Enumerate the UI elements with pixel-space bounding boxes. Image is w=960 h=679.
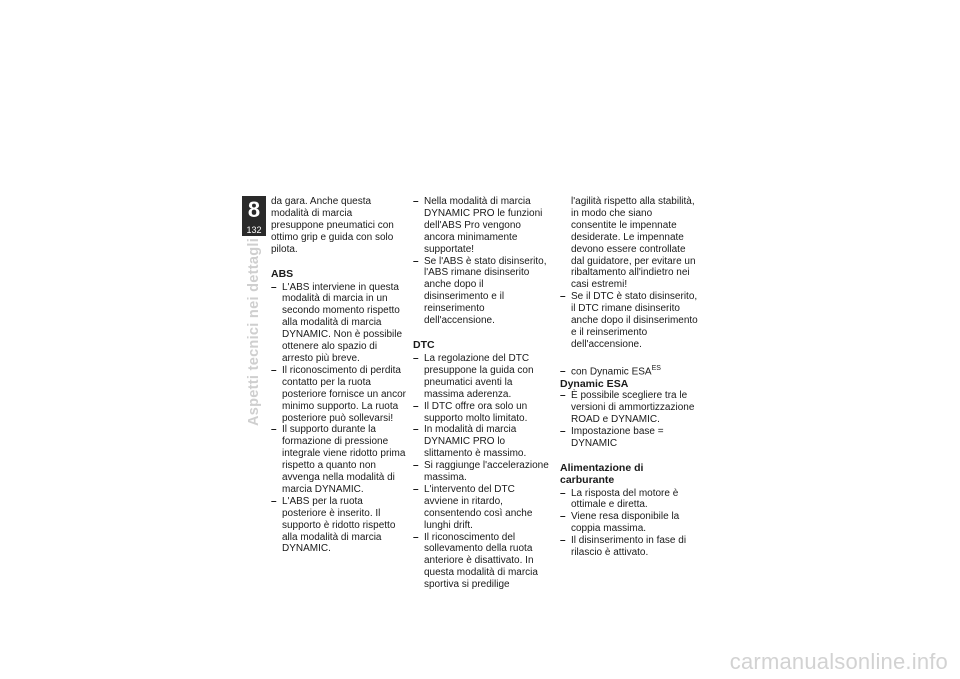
chapter-number: 8 [247,197,261,222]
list-item: – La risposta del motore è ottimale e diretta. [560,488,700,512]
text-column-2 [413,196,549,591]
list-item: – Si raggiunge l'accelerazione massima. [413,460,549,484]
list-item: – Viene resa disponibile la coppia massima. [560,511,700,535]
list-item: – Impostazione base = DYNAMIC [560,426,700,450]
list-item: – L'intervento del DTC avviene in ritardo, consentendo così anche lunghi drift. [413,484,549,532]
equipment-code: ES [651,364,661,372]
list-item: – L'ABS per la ruota posteriore è inserito. Il supporto è ridotto rispetto alla modalità di marcia DYNAMIC. [271,496,407,556]
equipment-note-text: con Dynamic ESA [571,366,652,378]
list-item: – In modalità di marcia DYNAMIC PRO lo slittamento è massimo. [413,424,549,460]
list-item: – La regolazione del DTC presuppone la guida con pneumatici aventi la massima aderenza. [413,353,549,401]
text-column-3 [560,196,700,559]
continuation-paragraph: l'agilità rispetto alla stabilità, in modo che siano consentite le impennate desiderate. Le impennate devono essere controllate dal guidatore, per evitare un ribaltamento all'indietro nei casi estremi! [571,196,696,291]
list-item: – Il disinserimento in fase di rilascio è attivato. [560,535,700,559]
list-item: – L'ABS interviene in questa modalità di marcia in un secondo momento rispetto alla modalità di marcia DYNAMIC. Non è possibile ottenere alo spazio di arresto più breve. [271,282,407,365]
list-item: – Il supporto durante la formazione di pressione integrale viene ridotto prima rispetto a quanto non avvenga nella modalità di marcia DYNAMIC. [271,424,407,495]
fuel-heading: Alimentazione di carburante [560,461,644,486]
list-item: – Se l'ABS è stato disinserito, l'ABS rimane disinserito anche dopo il disinserimento e il reinserimento dell'accensione. [413,256,549,327]
list-item: – Il riconoscimento del sollevamento della ruota anteriore è disattivato. In questa modalità di marcia sportiva si predilige [413,532,549,592]
dtc-heading: DTC [413,338,435,351]
list-item: – È possibile scegliere tra le versioni di ammortizzazione ROAD e DYNAMIC. [560,390,700,426]
list-item: – Il DTC offre ora solo un supporto molto limitato. [413,401,549,425]
watermark-text: carmanualsonline.info [729,649,948,674]
list-item: – Se il DTC è stato disinserito, il DTC rimane disinserito anche dopo il disinserimento e il reinserimento dell'accensione. [560,291,700,351]
intro-paragraph: da gara. Anche questa modalità di marcia presuppone pneumatici con ottimo grip e guida con solo pilota. [271,196,394,255]
esa-heading: Dynamic ESA [560,378,629,391]
equipment-note [560,363,700,378]
abs-heading: ABS [271,267,294,280]
text-column-1 [271,196,407,555]
page-number: 132 [246,225,262,235]
chapter-title: Aspetti tecnici nei dettagli [246,237,262,426]
list-item: – Nella modalità di marcia DYNAMIC PRO le funzioni dell'ABS Pro vengono ancora minimamente supportate! [413,196,549,256]
list-item: – Il riconoscimento di perdita contatto per la ruota posteriore fornisce un ancor minimo supporto. La ruota posteriore può sollevarsi! [271,365,407,425]
